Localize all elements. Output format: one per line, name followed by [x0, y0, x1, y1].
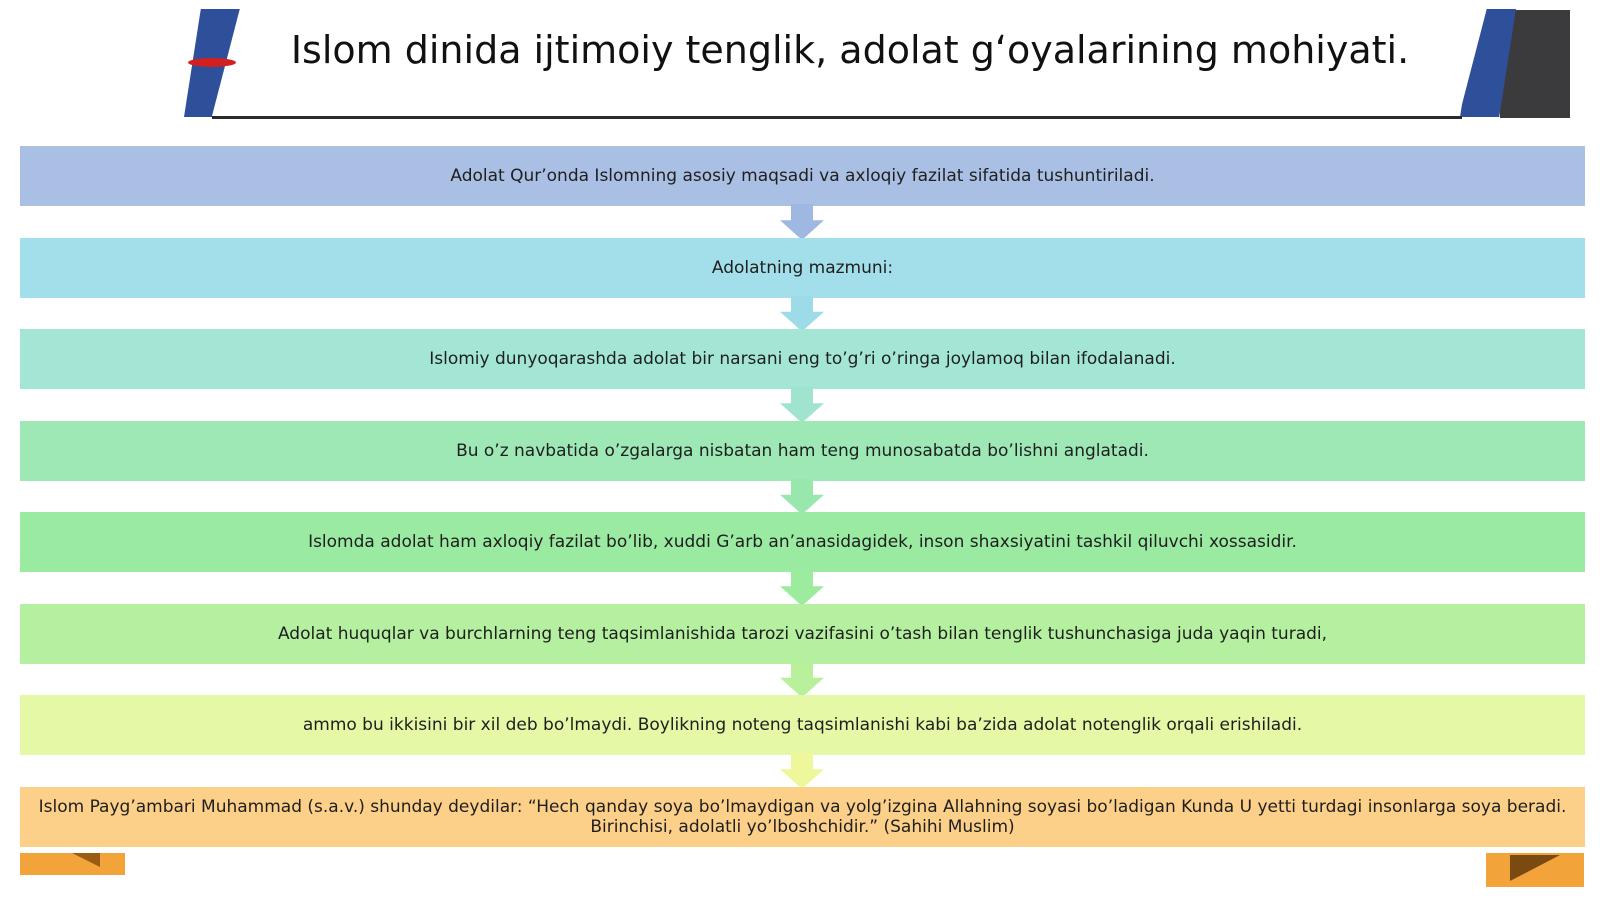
banner-underline [212, 116, 1462, 119]
flow-arrow-icon [780, 570, 824, 606]
flow-arrow-icon [780, 296, 824, 332]
flow-step: Bu o’z navbatida o’zgalarga nisbatan ham teng munosabatda bo’lishni anglatadi. [20, 421, 1585, 481]
flow-step: Islomiy dunyoqarashda adolat bir narsani eng to’g’ri o’ringa joylamoq bilan ifodalanadi. [20, 329, 1585, 389]
flow-arrow-icon [780, 479, 824, 515]
flow-arrow-icon [780, 204, 824, 240]
back-nav-button[interactable] [20, 853, 125, 875]
flow-step: Adolat huquqlar va burchlarning teng taqsimlanishida tarozi vazifasini o’tash bilan tenglik tushunchasiga juda yaqin turadi, [20, 604, 1585, 664]
flow-arrow-icon [780, 753, 824, 789]
flow-step: Islom Payg’ambari Muhammad (s.a.v.) shunday deydilar: “Hech qanday soya bo’lmaydigan va yolg’izgina Allahning soyasi bo’ladigan Kunda U yetti turdagi insonlarga soya beradi. Birinchisi, adolatli yo’lboshchidir.” (Sahihi Muslim) [20, 787, 1585, 847]
flow-step: Islomda adolat ham axloqiy fazilat bo’lib, xuddi G’arb an’anasidagidek, inson shaxsiyatini tashkil qiluvchi xossasidir. [20, 512, 1585, 572]
flow-step: ammo bu ikkisini bir xil deb bo’lmaydi. Boylikning noteng taqsimlanishi kabi ba’zida adolat notenglik orqali erishiladi. [20, 695, 1585, 755]
flow-step: Adolat Qur’onda Islomning asosiy maqsadi va axloqiy fazilat sifatida tushuntiriladi. [20, 146, 1585, 206]
flow-arrow-icon [780, 387, 824, 423]
slide-title: Islom dinida ijtimoiy tenglik, adolat g‘oyalarining mohiyati. [290, 28, 1410, 72]
flow-step: Adolatning mazmuni: [20, 238, 1585, 298]
flow-arrow-icon [780, 662, 824, 698]
red-accent-mark [188, 58, 236, 67]
